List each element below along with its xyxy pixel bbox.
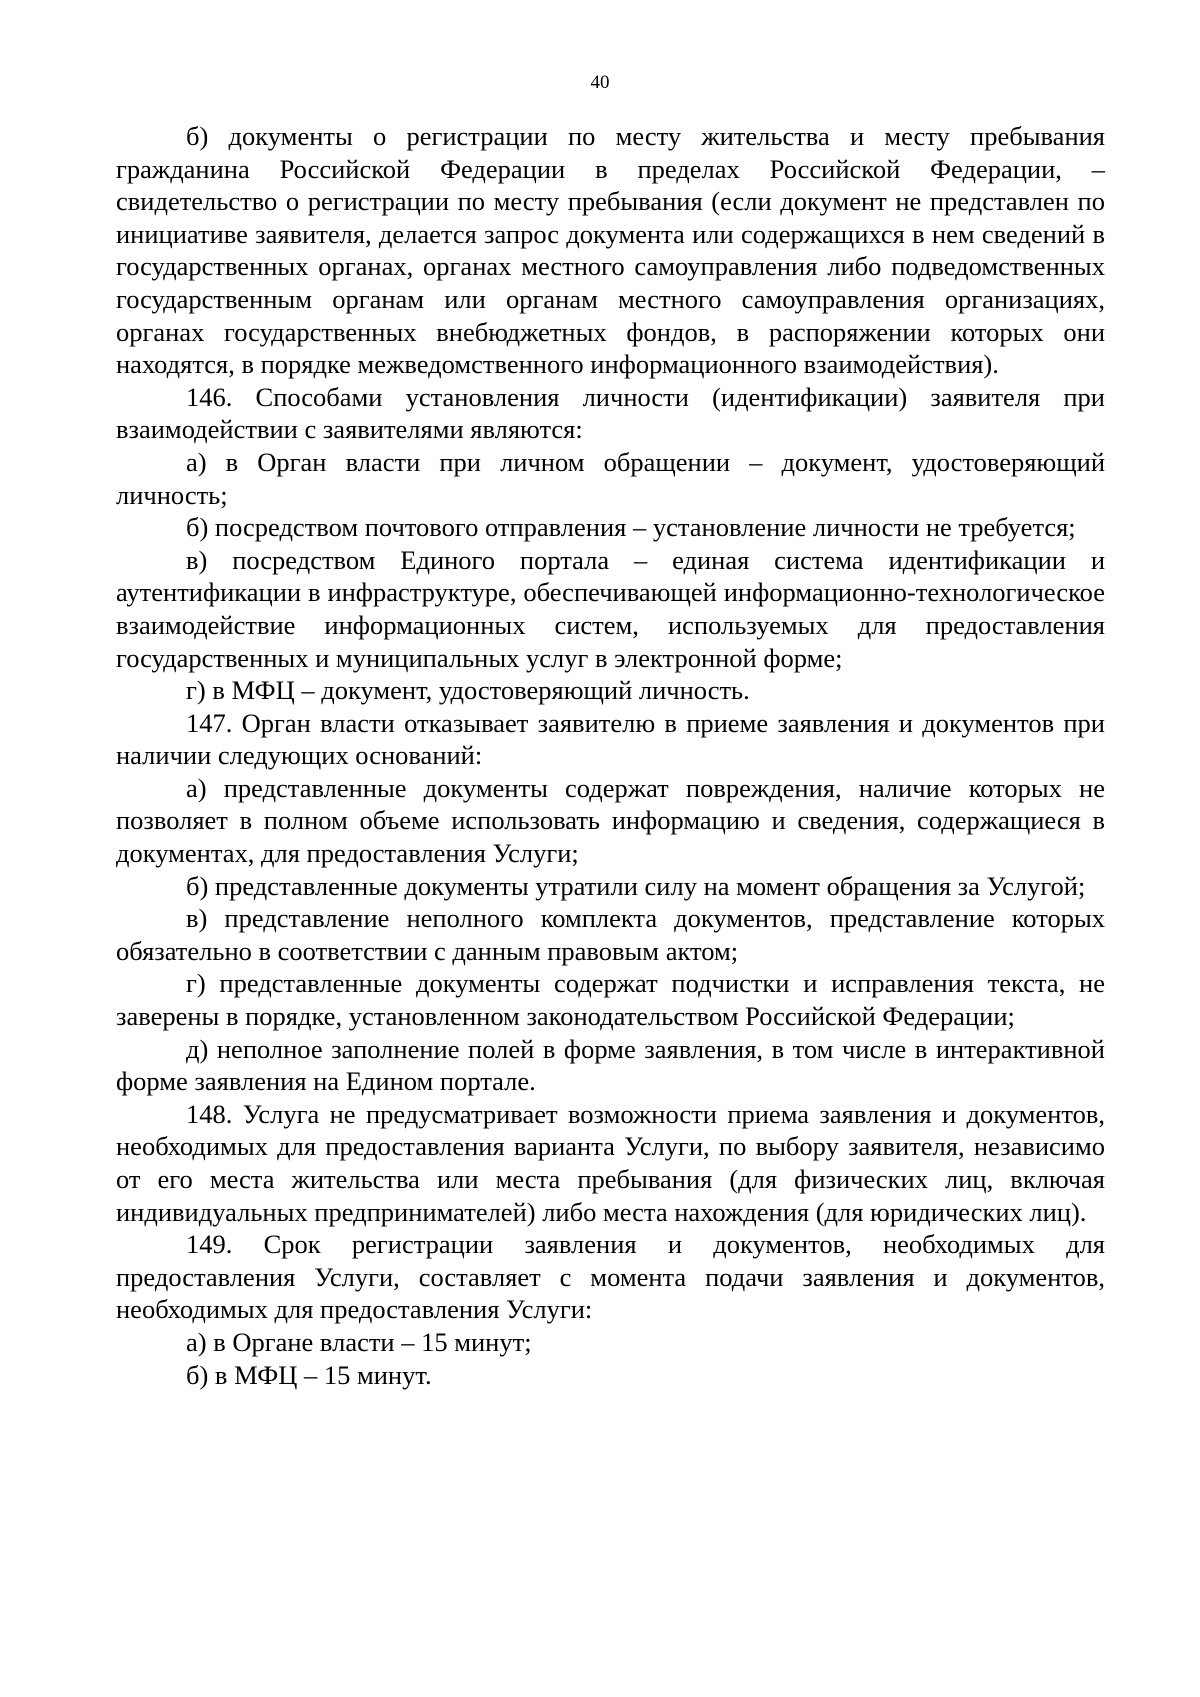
paragraph-146-a: а) в Орган власти при личном обращении – документ, удостоверяющий личность; <box>116 446 1105 510</box>
paragraph-147: 147. Орган власти отказывает заявителю в приеме заявления и документов при наличии следующих оснований: <box>116 707 1105 771</box>
paragraph-147-g: г) представленные документы содержат подчистки и исправления текста, не заверены в порядке, установленном законодательством Российской Федерации; <box>116 968 1105 1032</box>
page-number: 40 <box>590 72 610 93</box>
paragraph-148: 148. Услуга не предусматривает возможности приема заявления и документов, необходимых для предоставления варианта Услуги, по выбору заявителя, независимо от его места жительства или места пребывания (для физических лиц, включая индивидуальных предпринимателей) либо места нахождения (для юридических лиц). <box>116 1098 1105 1227</box>
paragraph-146: 146. Способами установления личности (идентификации) заявителя при взаимодействии с заявителями являются: <box>116 381 1105 445</box>
paragraph-146-v: в) посредством Единого портала – единая система идентификации и аутентификации в инфраструктуре, обеспечивающей информационно-технологическое взаимодействие информационных систем, используемых для предоставления государственных и муниципальных услуг в электронной форме; <box>116 544 1105 673</box>
paragraph-147-b: б) представленные документы утратили силу на момент обращения за Услугой; <box>186 870 1086 901</box>
paragraph-147-v: в) представление неполного комплекта документов, представление которых обязательно в соответствии с данным правовым актом; <box>116 903 1105 966</box>
paragraph-146-g: г) в МФЦ – документ, удостоверяющий личность. <box>186 675 750 706</box>
paragraph-147-d: д) неполное заполнение полей в форме заявления, в том числе в интерактивной форме заявления на Едином портале. <box>116 1033 1105 1097</box>
document-body <box>116 120 1105 1391</box>
paragraph-146-b: б) посредством почтового отправления – установление личности не требуется; <box>186 512 1076 543</box>
paragraph-149-b: б) в МФЦ – 15 минут. <box>186 1359 432 1390</box>
paragraph-149: 149. Срок регистрации заявления и документов, необходимых для предоставления Услуги, составляет с момента подачи заявления и документов, необходимых для предоставления Услуги: <box>116 1229 1105 1325</box>
paragraph-149-a: а) в Органе власти – 15 минут; <box>186 1326 532 1357</box>
paragraph-147-a: а) представленные документы содержат повреждения, наличие которых не позволяет в полном объеме использовать информацию и сведения, содержащиеся в документах, для предоставления Услуги; <box>116 772 1105 869</box>
paragraph-b-registration-documents: б) документы о регистрации по месту жительства и месту пребывания гражданина Российской Федерации в пределах Российской Федерации, – свидетельство о регистрации по месту пребывания (если документ не представлен по инициативе заявителя, делается запрос документа или содержащихся в нем сведений в государственных органах, органах местного самоуправления либо подведомственных государственным органам или органам местного самоуправления организациях, органах государственных внебюджетных фондов, в распоряжении которых они находятся, в порядке межведомственного информационного взаимодействия). <box>116 121 1105 380</box>
